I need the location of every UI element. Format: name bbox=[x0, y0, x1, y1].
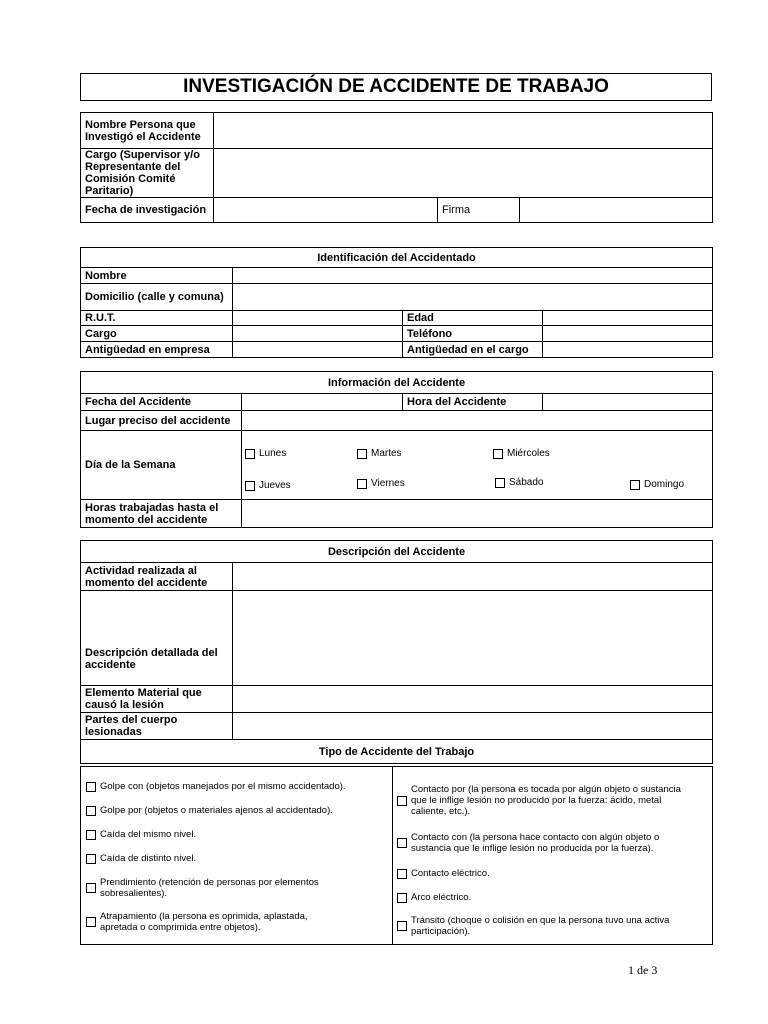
accident-description-table bbox=[80, 540, 713, 764]
checkbox-icon bbox=[86, 883, 96, 893]
type-option-prendimiento[interactable]: Prendimiento (retención de personas por elementos sobresalientes). bbox=[86, 877, 356, 899]
injured-phone-field[interactable] bbox=[543, 326, 713, 342]
injured-section-title: Identificación del Accidentado bbox=[81, 248, 713, 268]
accident-info-section-title: Información del Accidente bbox=[81, 372, 713, 394]
hours-worked-label: Horas trabajadas hasta el momento del accidente bbox=[81, 500, 242, 528]
signature-field[interactable] bbox=[520, 198, 713, 223]
injured-identification-table bbox=[80, 247, 713, 358]
checkbox-icon bbox=[245, 481, 255, 491]
type-option-golpe-con[interactable]: Golpe con (objetos manejados por el mismo accidentado). bbox=[86, 781, 386, 792]
checkbox-icon bbox=[397, 893, 407, 903]
activity-field[interactable] bbox=[233, 563, 713, 591]
checkbox-icon bbox=[397, 869, 407, 879]
checkbox-icon bbox=[493, 449, 503, 459]
material-element-label: Elemento Material que causó la lesión bbox=[81, 686, 233, 713]
injured-age-label: Edad bbox=[403, 311, 543, 326]
type-option-contacto-por[interactable]: Contacto por (la persona es tocada por algún objeto o sustancia que le inflige lesión no producido por la fuerza: ácido, metal caliente, etc.). bbox=[397, 784, 687, 817]
accident-type-section-title: Tipo de Accidente del Trabajo bbox=[81, 740, 713, 764]
weekday-label: Día de la Semana bbox=[81, 431, 242, 500]
injured-rut-field[interactable] bbox=[233, 311, 403, 326]
checkbox-icon bbox=[86, 917, 96, 927]
accident-date-field[interactable] bbox=[242, 394, 403, 411]
checkbox-icon bbox=[86, 854, 96, 864]
type-option-contacto-electrico[interactable]: Contacto eléctrico. bbox=[397, 868, 697, 879]
injured-address-label: Domicilio (calle y comuna) bbox=[81, 284, 233, 311]
checkbox-icon bbox=[630, 480, 640, 490]
checkbox-icon bbox=[495, 478, 505, 488]
investigation-date-field[interactable] bbox=[214, 198, 438, 223]
injured-position-field[interactable] bbox=[233, 326, 403, 342]
position-seniority-field[interactable] bbox=[543, 342, 713, 358]
investigator-table bbox=[80, 112, 713, 223]
type-option-atrapamiento[interactable]: Atrapamiento (la persona es oprimida, aplastada, apretada o comprimida entre objetos). bbox=[86, 911, 346, 933]
investigator-role-label: Cargo (Supervisor y/o Representante del Comisión Comité Paritario) bbox=[81, 149, 214, 198]
type-option-arco-electrico[interactable]: Arco eléctrico. bbox=[397, 892, 697, 903]
checkbox-icon bbox=[245, 449, 255, 459]
form-title: INVESTIGACIÓN DE ACCIDENTE DE TRABAJO bbox=[80, 73, 712, 101]
activity-label: Actividad realizada al momento del accidente bbox=[81, 563, 233, 591]
injured-name-label: Nombre bbox=[81, 268, 233, 284]
checkbox-icon bbox=[397, 838, 407, 848]
type-option-golpe-por[interactable]: Golpe por (objetos o materiales ajenos al accidentado). bbox=[86, 805, 386, 816]
type-option-caida-distinto-nivel[interactable]: Caída de distinto nivel. bbox=[86, 853, 386, 864]
injured-rut-label: R.U.T. bbox=[81, 311, 233, 326]
investigator-name-field[interactable] bbox=[214, 113, 713, 149]
investigation-date-label: Fecha de investigación bbox=[81, 198, 214, 223]
type-option-caida-mismo-nivel[interactable]: Caída del mismo nivel. bbox=[86, 829, 386, 840]
checkbox-icon bbox=[357, 449, 367, 459]
accident-place-label: Lugar preciso del accidente bbox=[81, 411, 242, 431]
injured-address-field[interactable] bbox=[233, 284, 713, 311]
body-parts-field[interactable] bbox=[233, 713, 713, 740]
detailed-description-field[interactable] bbox=[233, 591, 713, 686]
checkbox-icon bbox=[86, 830, 96, 840]
signature-label: Firma bbox=[438, 198, 520, 223]
day-checkbox-wednesday[interactable]: Miércoles bbox=[493, 448, 550, 461]
detailed-description-label: Descripción detallada del accidente bbox=[81, 591, 233, 686]
accident-time-label: Hora del Accidente bbox=[403, 394, 543, 411]
position-seniority-label: Antigüedad en el cargo bbox=[403, 342, 543, 358]
company-seniority-label: Antigüedad en empresa bbox=[81, 342, 233, 358]
investigator-role-field[interactable] bbox=[214, 149, 713, 198]
day-checkbox-sunday[interactable]: Domingo bbox=[630, 479, 684, 492]
injured-age-field[interactable] bbox=[543, 311, 713, 326]
type-option-transito[interactable]: Tránsito (choque o colisión en que la persona tuvo una activa participación). bbox=[397, 915, 677, 937]
day-checkbox-tuesday[interactable]: Martes bbox=[357, 448, 402, 461]
hours-worked-field[interactable] bbox=[242, 500, 713, 528]
investigator-name-label: Nombre Persona que Investigó el Accidente bbox=[81, 113, 214, 149]
material-element-field[interactable] bbox=[233, 686, 713, 713]
body-parts-label: Partes del cuerpo lesionadas bbox=[81, 713, 233, 740]
day-checkbox-thursday[interactable]: Jueves bbox=[245, 480, 291, 493]
day-checkbox-saturday[interactable]: Sábado bbox=[495, 477, 543, 490]
checkbox-icon bbox=[397, 796, 407, 806]
checkbox-icon bbox=[86, 782, 96, 792]
accident-date-label: Fecha del Accidente bbox=[81, 394, 242, 411]
company-seniority-field[interactable] bbox=[233, 342, 403, 358]
accident-place-field[interactable] bbox=[242, 411, 713, 431]
accident-time-field[interactable] bbox=[543, 394, 713, 411]
day-checkbox-friday[interactable]: Viernes bbox=[357, 478, 405, 491]
type-option-contacto-con[interactable]: Contacto con (la persona hace contacto con algún objeto o sustancia que le inflige lesión no producida por la fuerza). bbox=[397, 832, 697, 854]
description-section-title: Descripción del Accidente bbox=[81, 541, 713, 563]
checkbox-icon bbox=[86, 806, 96, 816]
day-checkbox-monday[interactable]: Lunes bbox=[245, 448, 286, 461]
injured-position-label: Cargo bbox=[81, 326, 233, 342]
injured-phone-label: Teléfono bbox=[403, 326, 543, 342]
injured-name-field[interactable] bbox=[233, 268, 713, 284]
checkbox-icon bbox=[397, 921, 407, 931]
page-number: 1 de 3 bbox=[628, 963, 658, 977]
checkbox-icon bbox=[357, 479, 367, 489]
